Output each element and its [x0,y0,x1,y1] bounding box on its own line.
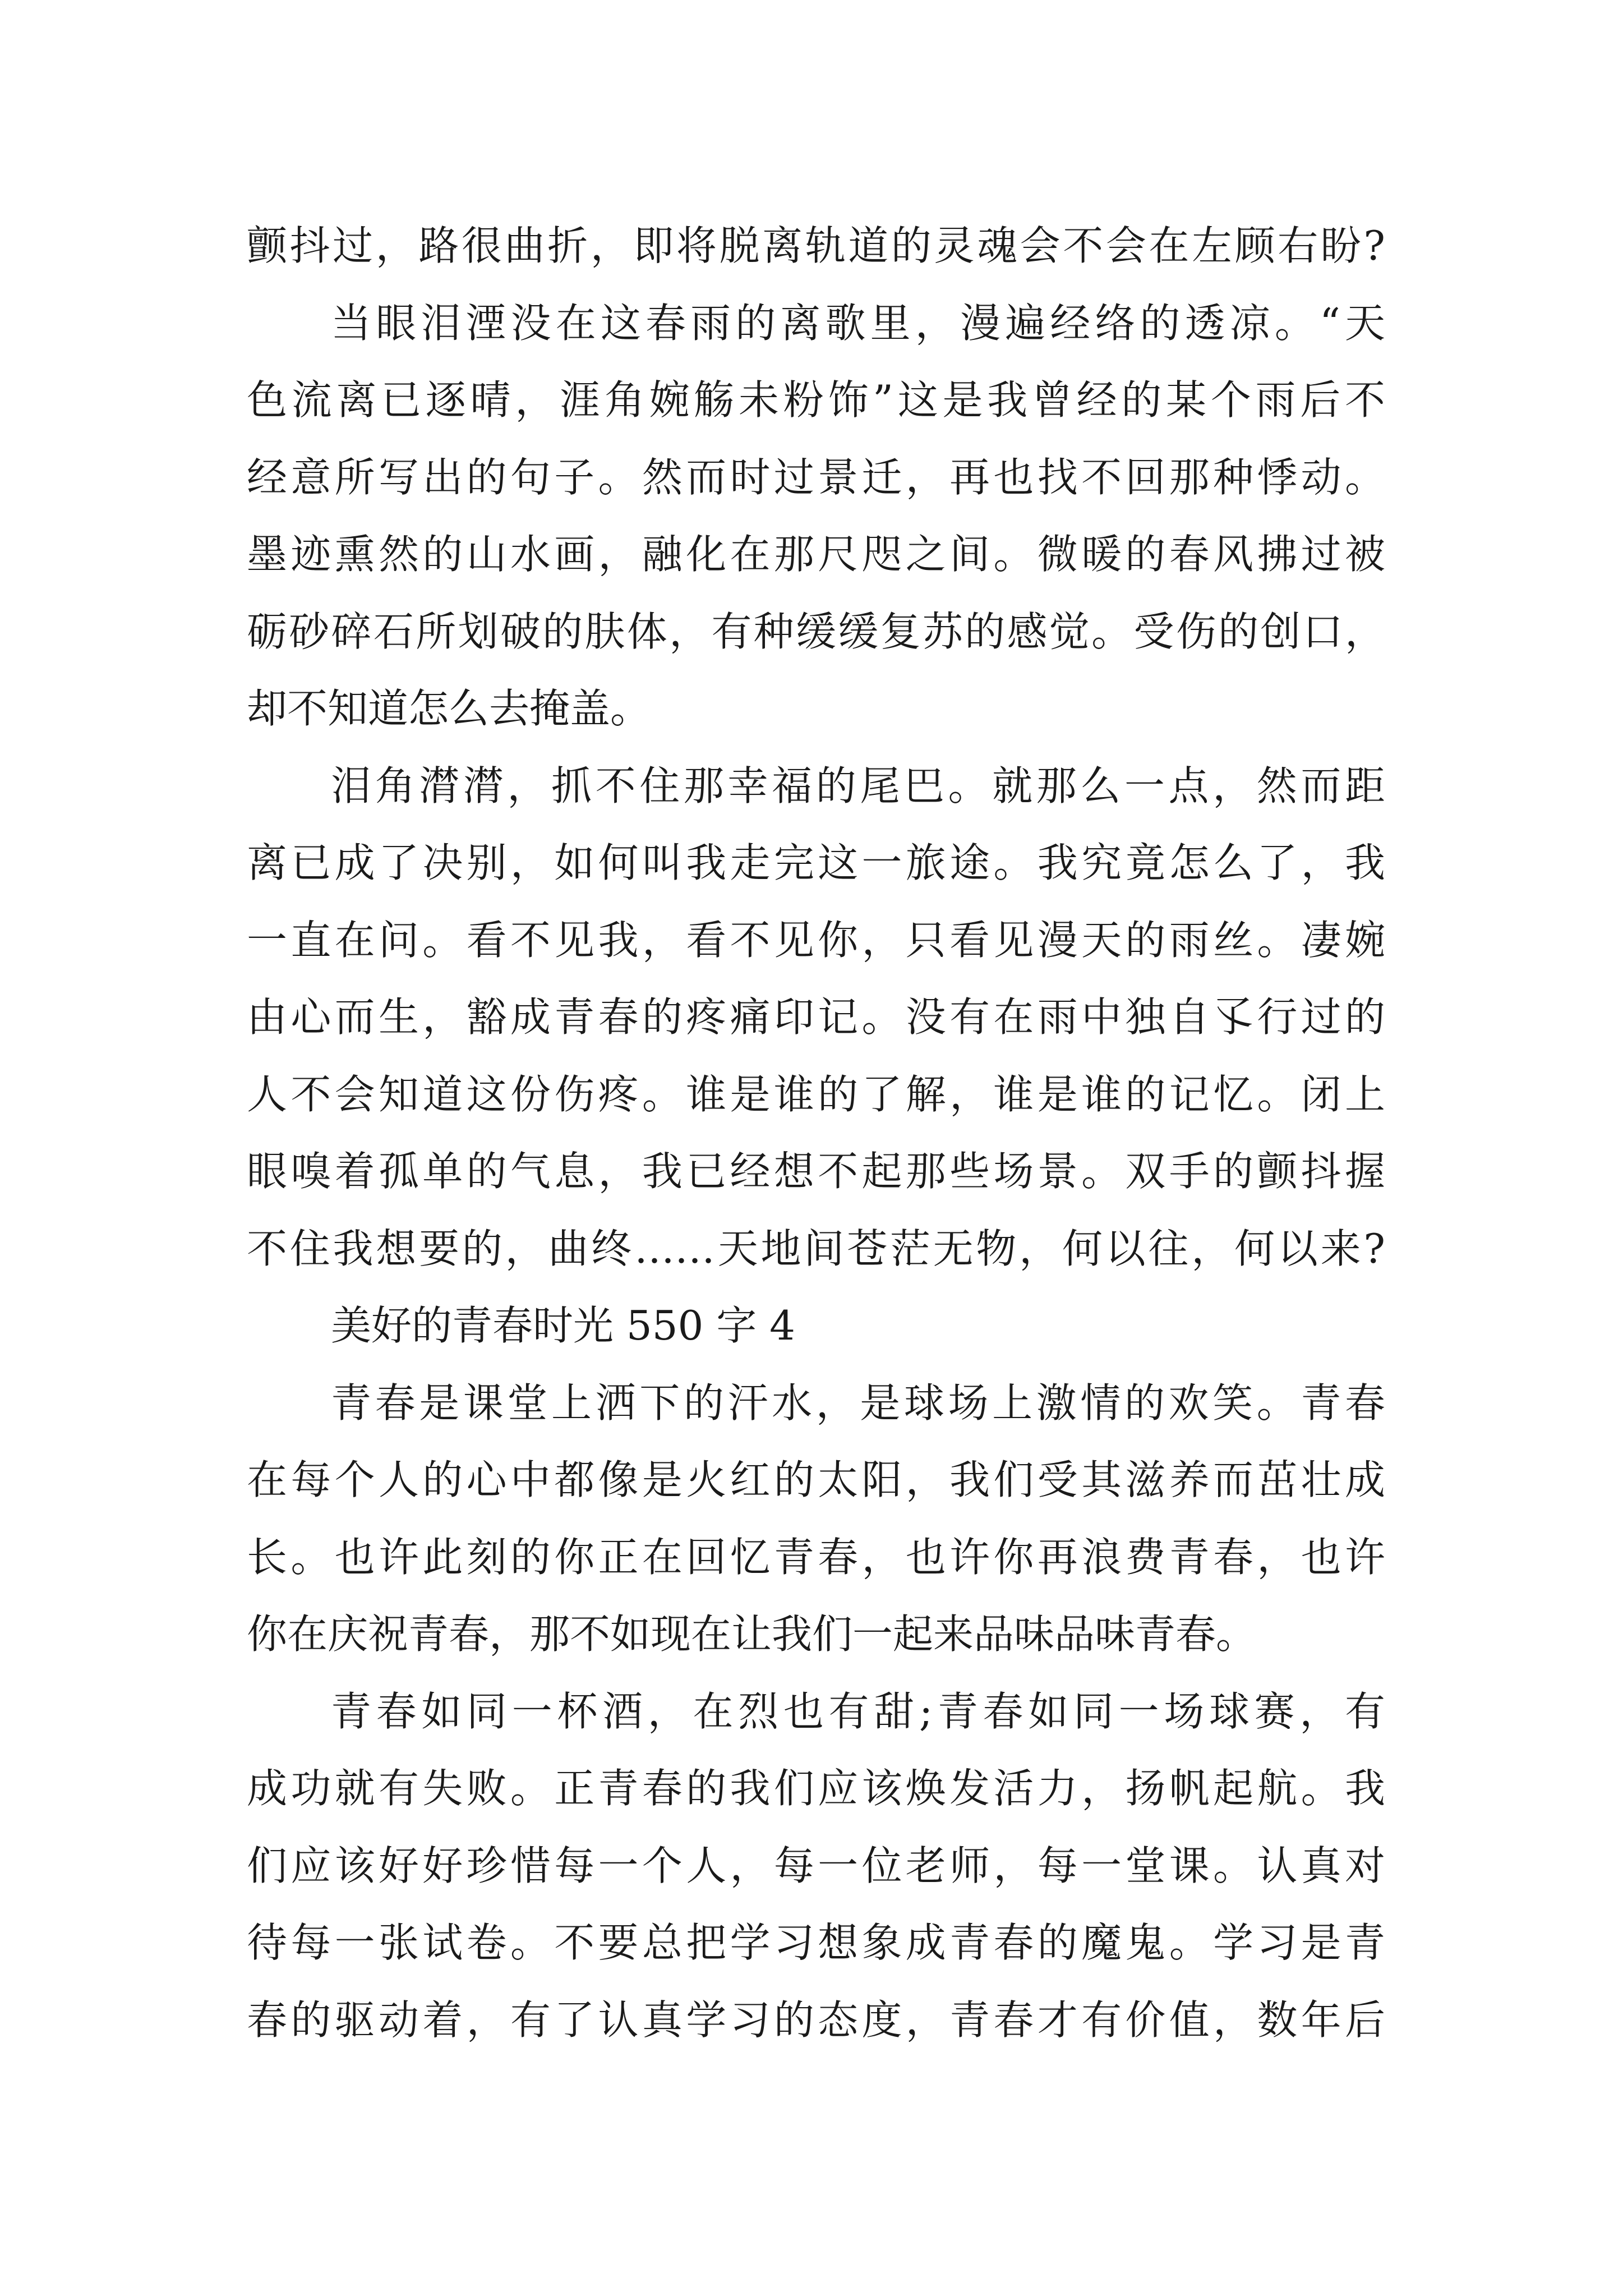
text-line: 不住我想要的，曲终……天地间苍茫无物，何以往，何以来? [247,1225,1385,1272]
text-line: 青春如同一杯酒，在烈也有甜;青春如同一场球赛，有 [331,1687,1385,1735]
text-line: 一直在问。看不见我，看不见你，只看见漫天的雨丝。凄婉 [247,916,1385,964]
text-line: 人不会知道这份伤疼。谁是谁的了解，谁是谁的记忆。闭上 [247,1070,1385,1118]
text-line: 墨迹熏然的山水画，融化在那尺咫之间。微暖的春风拂过被 [247,531,1385,578]
text-line: 当眼泪湮没在这春雨的离歌里，漫遍经络的透凉。“天 [331,299,1385,347]
text-line: 你在庆祝青春，那不如现在让我们一起来品味品味青春。 [247,1611,1257,1658]
section-heading: 美好的青春时光 550 字 4 [331,1302,795,1349]
body-text [247,208,1385,2059]
text-line: 在每个人的心中都像是火红的太阳，我们受其滋养而茁壮成 [247,1456,1385,1503]
text-line: 泪角潸潸，抓不住那幸福的尾巴。就那么一点，然而距 [331,762,1385,809]
text-line: 离已成了决别，如何叫我走完这一旅途。我究竟怎么了，我 [247,839,1385,886]
text-line: 却不知道怎么去掩盖。 [247,685,651,732]
text-line: 由心而生，豁成青春的疼痛印记。没有在雨中独自孓行过的 [247,993,1385,1041]
text-line: 眼嗅着孤单的气息，我已经想不起那些场景。双手的颤抖握 [247,1148,1385,1195]
text-line: 青春是课堂上洒下的汗水，是球场上激情的欢笑。青春 [331,1379,1385,1427]
text-line: 经意所写出的句子。然而时过景迁，再也找不回那种悸动。 [247,453,1385,501]
text-line: 们应该好好珍惜每一个人，每一位老师，每一堂课。认真对 [247,1842,1385,1889]
text-line: 长。也许此刻的你正在回忆青春，也许你再浪费青春，也许 [247,1533,1385,1581]
text-line: 颤抖过，路很曲折，即将脱离轨道的灵魂会不会在左顾右盼? [247,222,1385,269]
text-line: 成功就有失败。正青春的我们应该焕发活力，扬帆起航。我 [247,1765,1385,1812]
text-line: 春的驱动着，有了认真学习的态度，青春才有价值，数年后 [247,1996,1385,2044]
text-line: 色流离已逐晴，涯角婉觞未粉饰”这是我曾经的某个雨后不 [247,376,1385,424]
text-line: 砺砂碎石所划破的肤体，有种缓缓复苏的感觉。受伤的创口， [247,608,1385,655]
text-line: 待每一张试卷。不要总把学习想象成青春的魔鬼。学习是青 [247,1919,1385,1966]
